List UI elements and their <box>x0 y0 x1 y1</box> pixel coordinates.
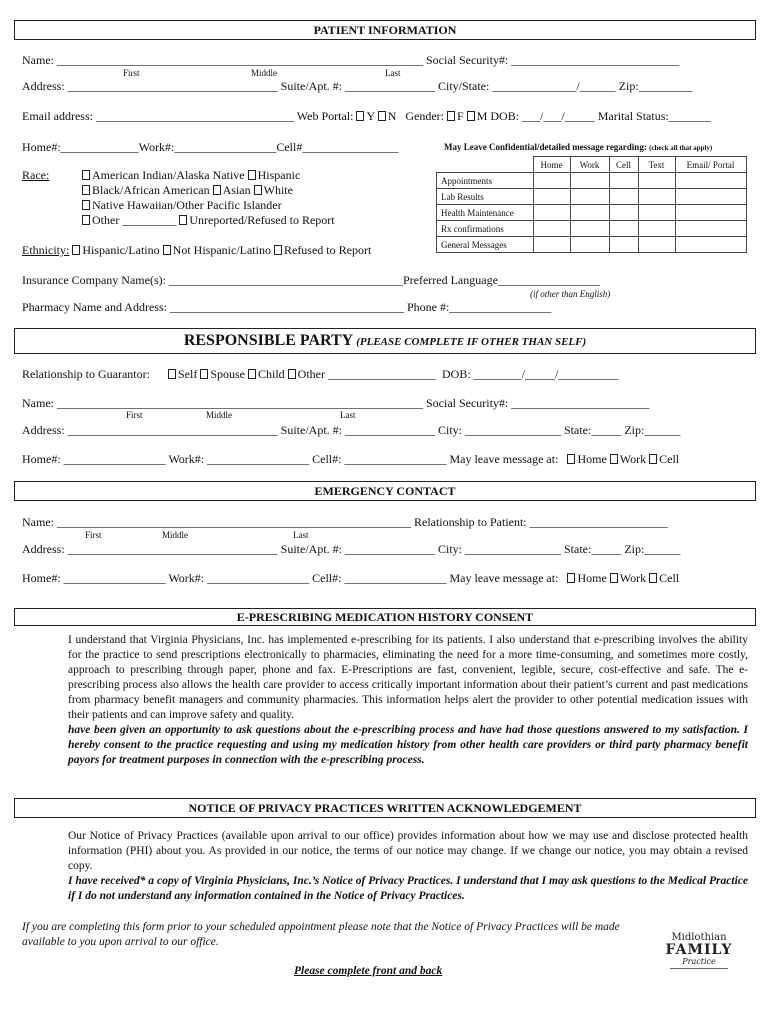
cell[interactable] <box>570 189 609 205</box>
row-health-maintenance: Health Maintenance <box>437 205 534 221</box>
responsible-name-line[interactable]: Name: _____________________________________________________________ Social Security#: _______________________ <box>22 396 650 410</box>
patient-name-line[interactable]: Name: _____________________________________________________________ Social Security#: ____________________________ <box>22 53 680 67</box>
eprescribing-consent-text: have been given an opportunity to ask questions about the e-prescribing process and have had those questions answered to my satisfaction. I hereby consent to the practice requesting and using my medication history from other health care providers or third party pharmacy benefit payors for treatment purposes in connection with the e-prescribing process. <box>68 724 748 766</box>
name-first-caption: First <box>85 530 102 540</box>
msg-work-label: Work <box>619 571 647 585</box>
cell[interactable] <box>533 189 570 205</box>
rel-child-checkbox[interactable] <box>248 369 256 379</box>
cell[interactable] <box>609 221 638 237</box>
race-american-indian-label: American Indian/Alaska Native <box>92 168 245 182</box>
cell[interactable] <box>609 205 638 221</box>
race-hispanic-checkbox[interactable] <box>248 170 256 180</box>
row-lab-results: Lab Results <box>437 189 534 205</box>
responsible-address-line[interactable]: Address: ___________________________________ Suite/Apt. #: _______________ City: ________________ State:_____ Zip:______ <box>22 423 681 437</box>
web-portal-yes-checkbox[interactable] <box>356 111 364 121</box>
msg-cell-label: Cell <box>659 571 680 585</box>
footer-note: If you are completing this form prior to your scheduled appointment please note that the Notice of Privacy Practices will be made available to you upon arrival to our office. <box>22 921 620 948</box>
race-native-hawaiian-label: Native Hawaiian/Other Pacific Islander <box>92 198 282 212</box>
relationship-label: Relationship to Guarantor: <box>22 367 150 381</box>
guarantor-row <box>22 367 618 382</box>
col-home: Home <box>533 157 570 173</box>
message-table-title-note: (check all that apply) <box>649 144 713 152</box>
name-first-caption: First <box>126 410 143 420</box>
race-native-hawaiian-checkbox[interactable] <box>82 200 90 210</box>
race-asian-label: Asian <box>222 183 251 197</box>
name-last-caption: Last <box>340 410 356 420</box>
responsible-dob[interactable]: DOB: ________/_____/__________ <box>442 367 619 381</box>
col-cell: Cell <box>609 157 638 173</box>
emergency-phones-line[interactable]: Home#: _________________ Work#: _________________ Cell#: _________________ May leave message at: <box>22 571 559 585</box>
cell[interactable] <box>609 173 638 189</box>
responsible-party-note: (PLEASE COMPLETE IF OTHER THAN SELF) <box>356 336 587 348</box>
name-last-caption: Last <box>385 68 401 78</box>
patient-email-line[interactable] <box>22 109 711 124</box>
responsible-phones-line[interactable]: Home#: _________________ Work#: _________________ Cell#: _________________ May leave message at: <box>22 452 559 466</box>
rel-spouse-checkbox[interactable] <box>200 369 208 379</box>
cell[interactable] <box>638 173 675 189</box>
row-rx-confirmations: Rx confirmations <box>437 221 534 237</box>
privacy-ack-text: I have received* a copy of Virginia Physicians, Inc.’s Notice of Privacy Practices. I understand that I may ask questions to the Medical Practice if I do not understand any information contained in the Notice of Privacy Practices. <box>68 875 748 902</box>
rel-other-label[interactable]: Other __________________ <box>297 367 436 381</box>
emergency-phones-row <box>22 571 679 586</box>
gender-f-label: F <box>457 109 464 123</box>
patient-phones-line[interactable]: Home#:_____________Work#:_________________Cell#________________ <box>22 140 399 154</box>
cell[interactable] <box>570 237 609 253</box>
cell[interactable] <box>570 173 609 189</box>
ethnicity-hispanic-checkbox[interactable] <box>72 245 80 255</box>
race-other-label: Other _________ <box>92 213 177 227</box>
gender-m-checkbox[interactable] <box>467 111 475 121</box>
race-row-4 <box>82 213 335 228</box>
col-text: Text <box>638 157 675 173</box>
race-label: Race: <box>22 168 50 182</box>
message-preferences-table <box>436 156 747 253</box>
msg-home-checkbox[interactable] <box>567 454 575 464</box>
cell[interactable] <box>675 189 746 205</box>
eprescribing-body-text: I understand that Virginia Physicians, Inc. has implemented e-prescribing for its patients. I also understand that e-prescribing involves the ability for the practice to send prescriptions electronically to pharmacies, eliminating the need for a more time-consuming, and sometimes more costly, approach to prescribing through paper, phone and fax. E-Prescriptions are fast, convenient, legible, secure, cost-effective and safe. The e-prescribing process also allows the health care provider to access critically important information about their patient’s current and past medications from pharmacy benefit managers and community pharmacies. This information helps alert the provider to other potential medication issues with their patients and can improve safety and quality. <box>68 634 748 721</box>
logo-line-1: Midlothian <box>671 932 727 943</box>
emergency-name-line[interactable]: Name: ___________________________________________________________ Relationship to Patient: _______________________ <box>22 515 668 529</box>
rel-self-label: Self <box>177 367 198 381</box>
responsible-party-header <box>14 328 756 354</box>
race-asian-checkbox[interactable] <box>213 185 221 195</box>
name-first-caption: First <box>123 68 140 78</box>
ethnicity-refused-label: Refused to Report <box>283 243 372 257</box>
logo-rule <box>670 968 728 969</box>
msg-home-label: Home <box>577 571 607 585</box>
privacy-body <box>68 829 748 904</box>
logo-line-3: Practice <box>682 957 716 966</box>
ethnicity-hispanic-label: Hispanic/Latino <box>82 243 160 257</box>
race-unreported-checkbox[interactable] <box>179 215 187 225</box>
rel-spouse-label: Spouse <box>210 367 245 381</box>
name-middle-caption: Middle <box>251 68 277 78</box>
privacy-body-text: Our Notice of Privacy Practices (available upon arrival to our office) provides information about how we may use and disclose protected health information (PHI) about you. As provided in our notice, the terms of our notice may change. If we change our notice, you may obtain a revised copy. <box>68 830 748 872</box>
cell[interactable] <box>570 221 609 237</box>
msg-work-label: Work <box>619 452 647 466</box>
col-work: Work <box>570 157 609 173</box>
race-black-checkbox[interactable] <box>82 185 90 195</box>
ethnicity-refused-checkbox[interactable] <box>274 245 282 255</box>
name-last-caption: Last <box>293 530 309 540</box>
ethnicity-not-hispanic-label: Not Hispanic/Latino <box>172 243 271 257</box>
cell[interactable] <box>533 221 570 237</box>
eprescribing-body <box>68 633 748 768</box>
msg-cell-label: Cell <box>659 452 680 466</box>
race-american-indian-checkbox[interactable] <box>82 170 90 180</box>
cell[interactable] <box>638 221 675 237</box>
emergency-address-line[interactable]: Address: ___________________________________ Suite/Apt. #: _______________ City: ________________ State:_____ Zip:______ <box>22 542 681 556</box>
cell[interactable] <box>533 237 570 253</box>
cell[interactable] <box>533 173 570 189</box>
eprescribing-header: E-PRESCRIBING MEDICATION HISTORY CONSENT <box>14 608 756 626</box>
race-other-checkbox[interactable] <box>82 215 90 225</box>
msg-cell-checkbox[interactable] <box>649 454 657 464</box>
cell[interactable] <box>609 237 638 253</box>
message-table-title <box>444 142 712 152</box>
race-row-1 <box>82 168 300 183</box>
web-portal-no-label: N <box>387 109 397 123</box>
race-unreported-label: Unreported/Refused to Report <box>189 213 335 227</box>
msg-work-checkbox[interactable] <box>610 573 618 583</box>
cell[interactable] <box>675 221 746 237</box>
cell[interactable] <box>533 205 570 221</box>
if-other-caption: (if other than English) <box>530 289 611 299</box>
msg-home-checkbox[interactable] <box>567 573 575 583</box>
ethnicity-not-hispanic-checkbox[interactable] <box>163 245 171 255</box>
row-general-messages: General Messages <box>437 237 534 253</box>
gender-m-label: M <box>476 109 488 123</box>
race-hispanic-label: Hispanic <box>257 168 301 182</box>
web-portal-no-checkbox[interactable] <box>378 111 386 121</box>
race-white-label: White <box>263 183 293 197</box>
race-black-label: Black/African American <box>92 183 210 197</box>
web-portal-yes-label: Y <box>366 109 375 123</box>
race-row-2 <box>82 183 293 198</box>
emergency-contact-header: EMERGENCY CONTACT <box>14 481 756 501</box>
cell[interactable] <box>638 205 675 221</box>
rel-other-checkbox[interactable] <box>288 369 296 379</box>
responsible-phones-row <box>22 452 679 467</box>
cell[interactable] <box>675 205 746 221</box>
msg-work-checkbox[interactable] <box>610 454 618 464</box>
msg-cell-checkbox[interactable] <box>649 573 657 583</box>
insurance-line[interactable]: Insurance Company Name(s): _______________________________________Preferred Language_________________ <box>22 273 600 287</box>
col-email-portal: Email/ Portal <box>675 157 746 173</box>
cell[interactable] <box>638 237 675 253</box>
email-portal-label: Email address: _________________________________ Web Portal: <box>22 109 354 123</box>
ethnicity-row <box>22 243 371 258</box>
cell[interactable] <box>675 173 746 189</box>
ethnicity-label: Ethnicity: <box>22 243 70 257</box>
responsible-party-title: RESPONSIBLE PARTY <box>183 332 354 349</box>
message-table-title-text: May Leave Confidential/detailed message regarding: <box>444 142 647 152</box>
cell[interactable] <box>609 189 638 205</box>
cell[interactable] <box>638 189 675 205</box>
midlothian-family-practice-logo <box>664 932 734 969</box>
name-middle-caption: Middle <box>206 410 232 420</box>
privacy-header: NOTICE OF PRIVACY PRACTICES WRITTEN ACKNOWLEDGEMENT <box>14 798 756 818</box>
msg-home-label: Home <box>577 452 607 466</box>
patient-info-header: PATIENT INFORMATION <box>14 20 756 40</box>
race-row-3 <box>82 198 282 213</box>
cell[interactable] <box>570 205 609 221</box>
race-white-checkbox[interactable] <box>254 185 262 195</box>
rel-self-checkbox[interactable] <box>168 369 176 379</box>
row-appointments: Appointments <box>437 173 534 189</box>
rel-child-label: Child <box>258 367 285 381</box>
patient-address-line[interactable]: Address: ___________________________________ Suite/Apt. #: _______________ City/State: ______________/______ Zip:_________ <box>22 79 693 93</box>
name-middle-caption: Middle <box>162 530 188 540</box>
pharmacy-line[interactable]: Pharmacy Name and Address: _______________________________________ Phone #:_________________ <box>22 300 552 314</box>
front-back-note: Please complete front and back <box>294 965 443 977</box>
gender-f-checkbox[interactable] <box>447 111 455 121</box>
gender-label: Gender: <box>405 109 445 123</box>
logo-line-2: FAMILY <box>665 942 733 958</box>
cell[interactable] <box>675 237 746 253</box>
dob-marital-fields[interactable]: DOB: ___/___/_____ Marital Status:_______ <box>490 109 711 123</box>
